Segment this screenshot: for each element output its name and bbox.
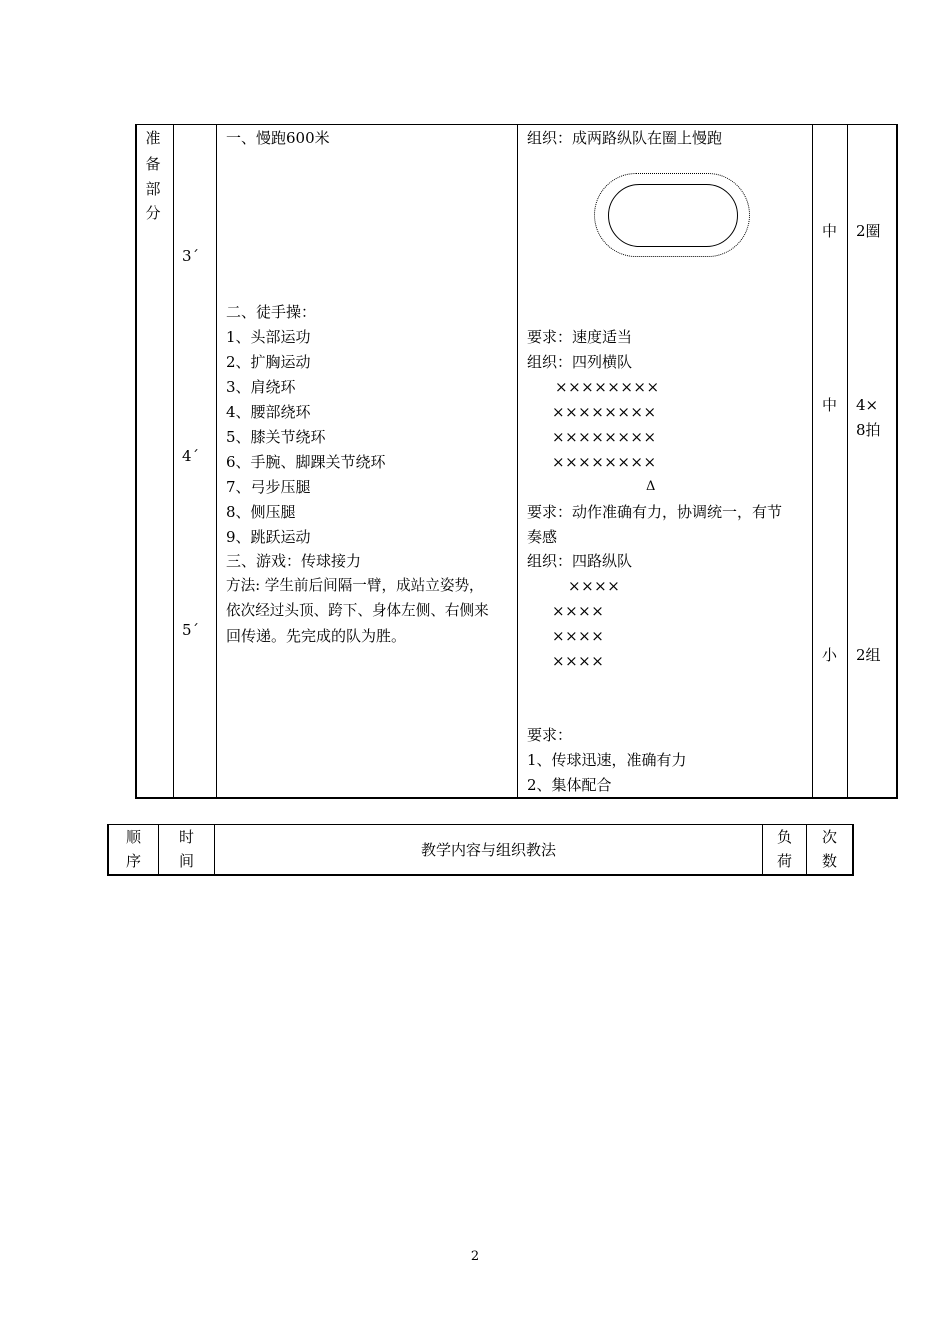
exercise-organization: 组织：四列横队 [527,353,633,371]
header-order [109,825,158,873]
list-item: 8、侧压腿 [226,503,296,521]
formation-row: ×××××××× [555,378,660,396]
game-requirement-line: 1、传球迅速，准确有力 [527,751,687,769]
exercise-title: 二、徒手操： [226,303,317,321]
jog-requirement: 要求：速度适当 [527,328,633,346]
formation-row: ×××× [552,602,605,620]
load-jog: 中 [822,222,838,240]
header-border-top [107,824,854,825]
table-border-left [135,124,137,799]
list-item: 1、头部运功 [226,328,311,346]
reps-jog: 2圈 [856,222,881,240]
list-item: 2、扩胸运动 [226,353,311,371]
reps-exercise-line2: 8拍 [856,421,881,439]
header-char: 时 [178,828,194,846]
formation-row: ×××× [552,627,605,645]
section-char: 部 [145,180,161,198]
list-item: 4、腰部绕环 [226,403,311,421]
game-title: 三、游戏：传球接力 [226,552,362,570]
game-requirement-title: 要求： [527,726,573,744]
header-char: 负 [776,828,792,846]
formation-row: ×××××××× [552,428,657,446]
col-divider-4 [812,124,813,798]
header-char: 间 [178,852,194,870]
table-border-right [896,124,898,799]
game-organization: 组织：四路纵队 [527,552,633,570]
col-divider-1 [173,124,174,798]
col-divider-5 [847,124,848,798]
header-border-bottom [107,874,854,876]
header-char: 次 [821,828,837,846]
list-item: 7、弓步压腿 [226,478,311,496]
load-game: 小 [822,646,838,664]
header-char: 荷 [776,852,792,870]
exercise-requirement-line: 要求：动作准确有力，协调统一，有节 [527,503,783,521]
section-char: 备 [145,155,161,173]
teacher-mark-icon: Δ [646,479,656,494]
time-game: 5´ [182,621,200,639]
formation-row: ×××××××× [552,403,657,421]
header-content: 教学内容与组织教法 [420,841,556,859]
game-requirement-line: 2、集体配合 [527,776,612,794]
header-char: 序 [125,852,141,870]
reps-exercise-line1: 4× [856,396,879,414]
formation-row: ×××× [552,652,605,670]
col-divider-3 [517,124,518,798]
section-char: 准 [145,129,161,147]
reps-game: 2组 [856,646,881,664]
list-item: 5、膝关节绕环 [226,428,326,446]
list-item: 9、跳跃运动 [226,528,311,546]
time-exercise: 4´ [182,447,200,465]
exercise-requirement-line: 奏感 [527,528,558,546]
formation-row: ×××××××× [552,453,657,471]
page-number: 2 [470,1249,480,1264]
header-load [763,825,806,873]
header-count [807,825,852,873]
list-item: 6、手腕、脚踝关节绕环 [226,453,386,471]
header-border-right [852,824,854,876]
col-divider-2 [216,124,217,798]
load-exercise: 中 [822,396,838,414]
header-char: 顺 [125,828,141,846]
jog-title: 一、慢跑600米 [226,129,330,147]
header-char: 数 [821,852,837,870]
game-method-line: 依次经过头顶、跨下、身体左侧、右侧来 [226,602,489,619]
formation-row: ×××× [568,577,621,595]
jog-organization: 组织：成两路纵队在圈上慢跑 [527,129,723,147]
game-method-line: 回传递。先完成的队为胜。 [226,627,407,645]
list-item: 3、肩绕环 [226,378,296,396]
time-jog: 3´ [182,247,200,265]
running-track-inner-icon [608,184,738,247]
section-char: 分 [145,204,161,222]
header-time [159,825,214,873]
game-method-line: 方法: 学生前后间隔一臂，成站立姿势， [226,577,484,594]
